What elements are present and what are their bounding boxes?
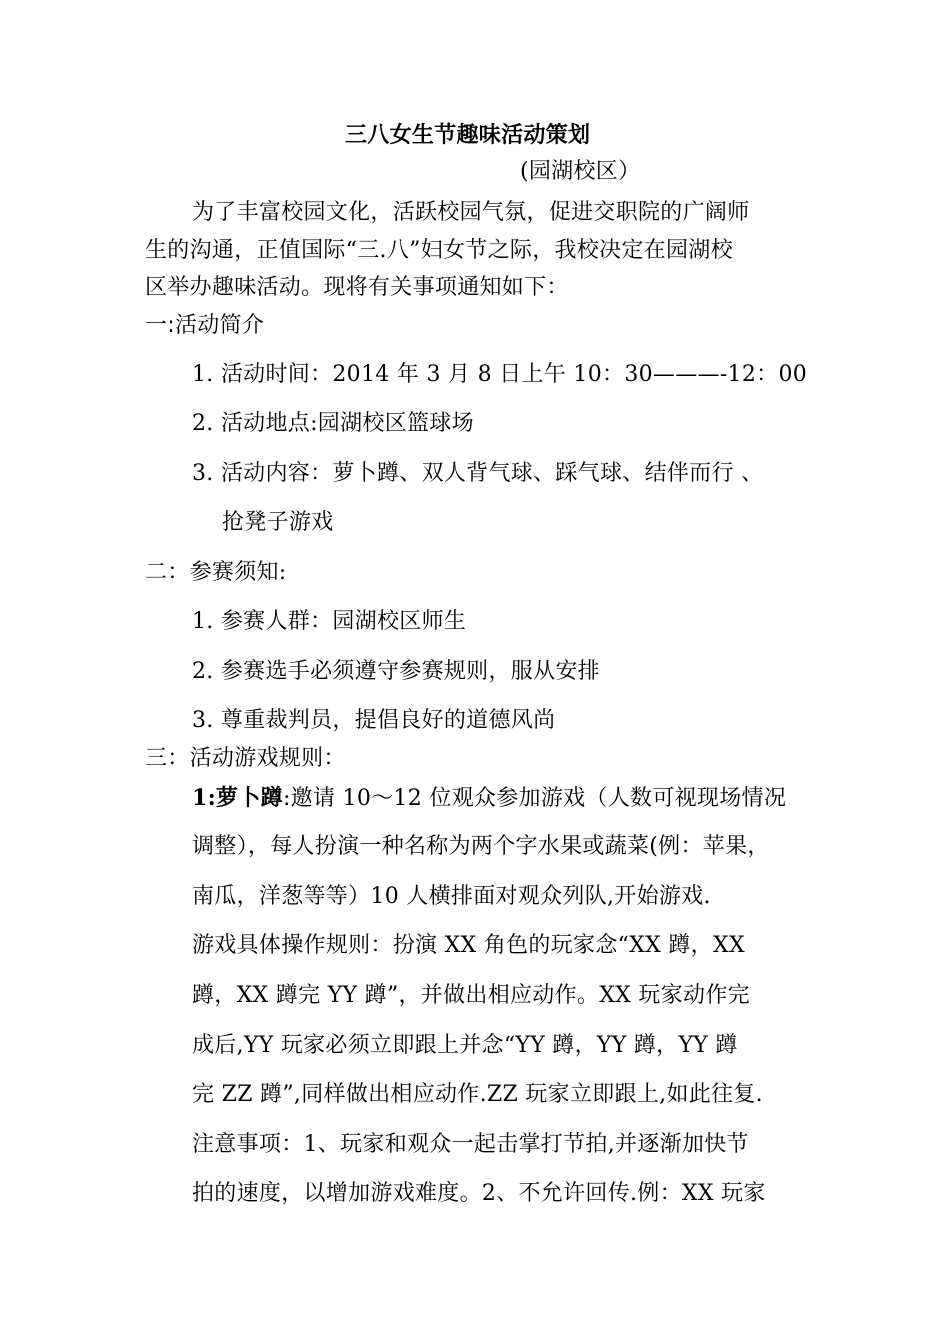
rule1-line-2: 调整），每人扮演一种名称为两个字水果或蔬菜(例：苹果，: [192, 834, 770, 859]
section3-heading: 三：活动游戏规则：: [145, 746, 346, 771]
section1-item-1: 1. 活动时间：2014 年 3 月 8 日上午 10：30———-12：00: [192, 362, 808, 387]
section2-heading: 二：参赛须知:: [145, 560, 287, 585]
section1-heading: 一:活动简介: [145, 313, 265, 338]
ops-line-1: 游戏具体操作规则：扮演 XX 角色的玩家念“XX 蹲，XX: [192, 933, 745, 958]
rule1-first-text: :邀请 10～12 位观众参加游戏（人数可视现场情况: [282, 786, 787, 811]
section2-item-3: 3. 尊重裁判员，提倡良好的道德风尚: [192, 708, 556, 733]
intro-line-1: 为了丰富校园文化，活跃校园气氛，促进交职院的广阔师: [192, 200, 750, 225]
intro-line-3: 区举办趣味活动。现将有关事项通知如下：: [145, 275, 569, 300]
rule1-title: 1:萝卜蹲: [192, 785, 283, 811]
section1-item-3: 3. 活动内容：萝卜蹲、双人背气球、踩气球、结伴而行 、: [192, 461, 764, 486]
ops-line-2: 蹲，XX 蹲完 YY 蹲”，并做出相应动作。XX 玩家动作完: [192, 983, 750, 1008]
notes-line-2: 拍的速度，以增加游戏难度。2、不允许回传.例：XX 玩家: [192, 1181, 766, 1206]
section1-item-2: 2. 活动地点:园湖校区篮球场: [192, 411, 474, 436]
ops-line-4: 完 ZZ 蹲”,同样做出相应动作.ZZ 玩家立即跟上,如此往复.: [192, 1082, 763, 1107]
document-subtitle: (园湖校区）: [520, 159, 641, 184]
intro-line-2: 生的沟通，正值国际“三.八”妇女节之际，我校决定在园湖校: [145, 238, 733, 263]
rule1-first-line: [192, 783, 786, 814]
ops-line-3: 成后,YY 玩家必须立即跟上并念“YY 蹲，YY 蹲，YY 蹲: [192, 1033, 738, 1058]
document-title: 三八女生节趣味活动策划: [345, 122, 591, 148]
section1-item-3-cont: 抢凳子游戏: [222, 510, 334, 535]
section2-item-2: 2. 参赛选手必须遵守参赛规则，服从安排: [192, 659, 600, 684]
rule1-line-3: 南瓜，洋葱等等）10 人横排面对观众列队,开始游戏.: [192, 884, 711, 909]
notes-line-1: 注意事项：1、玩家和观众一起击掌打节拍,并逐渐加快节: [192, 1132, 749, 1157]
section2-item-1: 1. 参赛人群：园湖校区师生: [192, 609, 467, 634]
